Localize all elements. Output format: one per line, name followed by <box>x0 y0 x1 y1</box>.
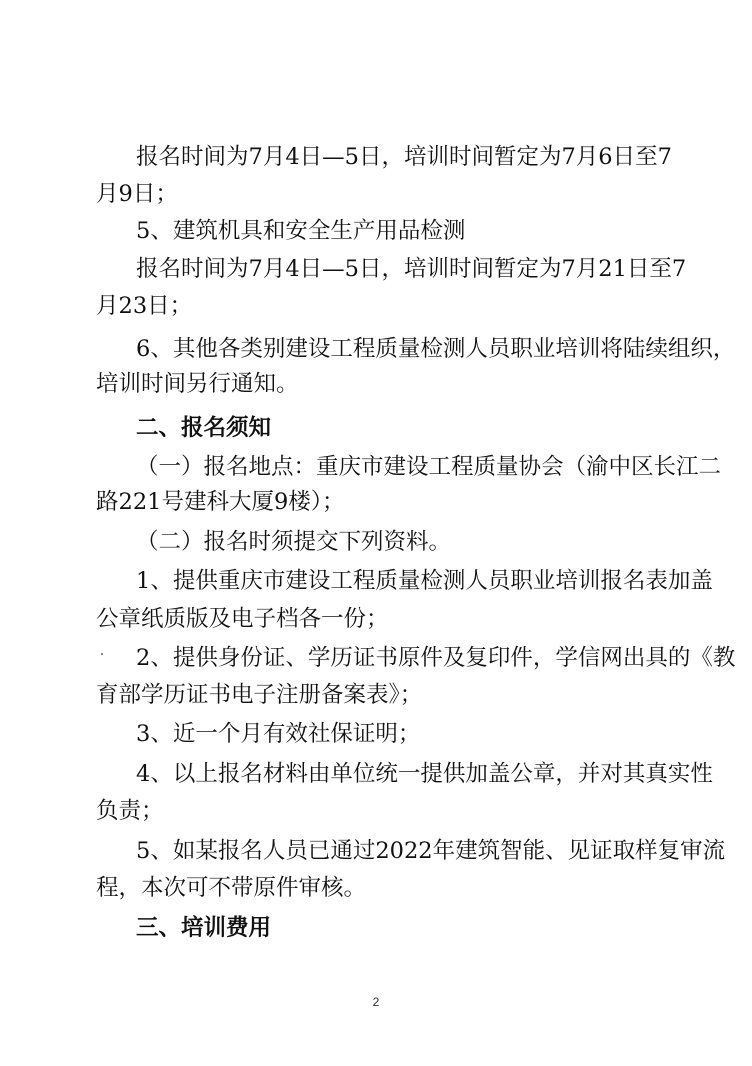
paragraph-line: 负责； <box>96 798 164 824</box>
section-heading: 二、报名须知 <box>136 415 272 441</box>
paragraph-line: 月23日； <box>96 293 193 319</box>
paragraph-line: 育部学历证书电子注册备案表》； <box>96 682 423 708</box>
paragraph-line: 路221号建科大厦9楼）； <box>96 489 345 515</box>
scan-speck <box>101 653 103 655</box>
paragraph-line: 报名时间为7月4日—5日，培训时间暂定为7月6日至7 <box>136 144 672 170</box>
paragraph-line: 6、其他各类别建设工程质量检测人员职业培训将陆续组织， <box>136 336 736 362</box>
section-heading: 三、培训费用 <box>136 915 272 941</box>
paragraph-line: 月9日； <box>96 181 178 207</box>
paragraph-line: 4、以上报名材料由单位统一提供加盖公章，并对其真实性 <box>136 761 713 787</box>
paragraph-line: 公章纸质版及电子档各一份； <box>96 606 389 632</box>
paragraph-line: 3、近一个月有效社保证明； <box>136 721 421 747</box>
paragraph-line: 2、提供身份证、学历证书原件及复印件，学信网出具的《教 <box>136 645 736 671</box>
paragraph-line: 程，本次可不带原件审核。 <box>96 875 367 901</box>
paragraph-line: （一）报名地点：重庆市建设工程质量协会（渝中区长江二 <box>136 454 722 480</box>
paragraph-line: 报名时间为7月4日—5日，培训时间暂定为7月21日至7 <box>136 256 687 282</box>
paragraph-line: 5、如某报名人员已通过2022年建筑智能、见证取样复审流 <box>136 838 726 864</box>
page-number: 2 <box>372 995 380 1009</box>
paragraph-line: （二）报名时须提交下列资料。 <box>136 529 452 555</box>
paragraph-line: 1、提供重庆市建设工程质量检测人员职业培训报名表加盖 <box>136 568 713 594</box>
paragraph-line: 5、建筑机具和安全生产用品检测 <box>136 218 466 244</box>
paragraph-line: 培训时间另行通知。 <box>96 371 299 397</box>
